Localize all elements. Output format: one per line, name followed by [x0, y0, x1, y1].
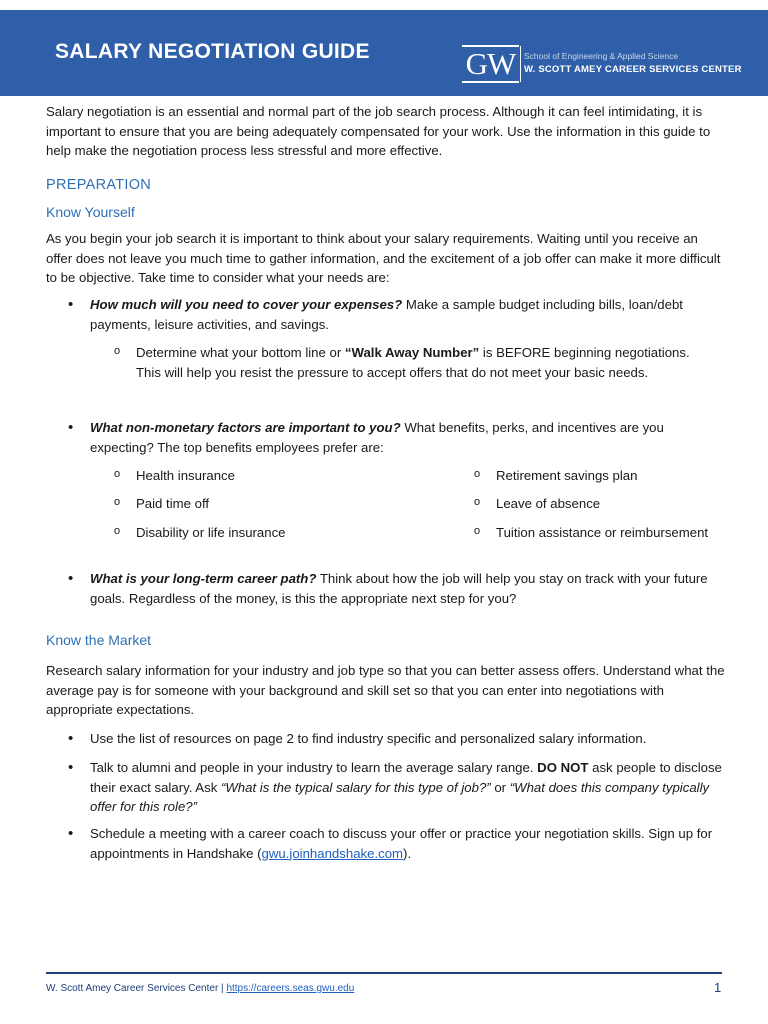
- footer-org: W. Scott Amey Career Services Center |: [46, 983, 227, 994]
- benefit-item: o Health insurance: [114, 466, 704, 486]
- intro-paragraph: Salary negotiation is an essential and normal part of the job search process. Although it can feel intimidating, it is important to ensure that you are being adequately compensated for your work. Use the information in this guide to help make the negotiation process less stressful and more effective.: [46, 104, 711, 158]
- bullet-text: ).: [403, 845, 412, 861]
- sub-bullet-text: is BEFORE beginning negotiations. This will help you resist the pressure to accept offers that do not meet your basic needs.: [136, 345, 690, 380]
- benefit-item: o Paid time off: [114, 494, 704, 514]
- list-item: [68, 824, 728, 863]
- logo-divider: [520, 46, 521, 82]
- bullet-text: ask people to disclose their exact salary. Ask: [90, 760, 722, 795]
- footer-divider: [46, 972, 722, 974]
- benefit-item: o Leave of absence: [474, 494, 734, 514]
- footer-url-link[interactable]: https://careers.seas.gwu.edu: [226, 983, 355, 994]
- subheading-know-the-market: Know the Market: [46, 632, 152, 648]
- benefit-item: o Disability or life insurance: [114, 523, 704, 543]
- list-item: [68, 569, 728, 608]
- list-item: [68, 295, 728, 334]
- sample-question: “What is the typical salary for this type of job?”: [220, 779, 491, 795]
- bullet-text: or: [490, 779, 510, 795]
- page-title: SALARY NEGOTIATION GUIDE: [55, 40, 370, 63]
- bullet-text: Think about how the job will help you stay on track with your future goals. Regardless of the money, is this the appropriate next step for you?: [90, 571, 708, 606]
- page-header: [0, 10, 768, 96]
- bullet-lead: What non-monetary factors are important to you?: [90, 420, 401, 435]
- bullet-lead: How much will you need to cover your expenses?: [90, 297, 403, 312]
- center-name: W. SCOTT AMEY CAREER SERVICES CENTER: [524, 64, 742, 75]
- handshake-link[interactable]: gwu.joinhandshake.com: [261, 845, 404, 861]
- bullet-text: What benefits, perks, and incentives are you expecting? The top benefits employees prefer are:: [90, 420, 664, 455]
- bullet-text: Make a sample budget including bills, loan/debt payments, leisure activities, and savings.: [90, 297, 683, 332]
- school-name: School of Engineering & Applied Science: [524, 51, 679, 61]
- benefit-item: o Retirement savings plan: [474, 466, 734, 486]
- know-yourself-paragraph: As you begin your job search it is important to think about your salary requirements. Waiting until you receive an offer does not leave you much time to gather information, and the excitement of a job offer can make it more difficult to be objective. Take time to consider what your needs are:: [46, 231, 721, 285]
- know-market-paragraph: Research salary information for your industry and job type so that you can better assess offers. Understand what the average pay is for someone with your background and skill set so that you can enter into negotiations with appropriate expectations.: [46, 663, 725, 717]
- list-item: [68, 418, 728, 457]
- bullet-text: Talk to alumni and people in your industry to learn the average salary range.: [90, 760, 538, 775]
- do-not-emphasis: DO NOT: [537, 760, 589, 775]
- list-item: • Use the list of resources on page 2 to find industry specific and personalized salary information.: [68, 729, 728, 749]
- bullet-lead: What is your long-term career path?: [90, 571, 317, 586]
- gw-logo: GW: [462, 45, 519, 83]
- section-heading-preparation: PREPARATION: [46, 177, 152, 193]
- footer: [46, 983, 354, 994]
- sample-question: “What does this company typically offer for this role?”: [90, 779, 710, 814]
- subheading-know-yourself: Know Yourself: [46, 204, 135, 220]
- sub-bullet-text: Determine what your bottom line or: [136, 345, 345, 360]
- bullet-text: Schedule a meeting with a career coach to discuss your offer or practice your negotiation skills. Sign up for appointments in Handshake (: [90, 826, 713, 861]
- page-number: 1: [714, 980, 722, 995]
- walk-away-number: “Walk Away Number”: [344, 345, 480, 360]
- list-item: [68, 758, 728, 817]
- benefit-item: o Tuition assistance or reimbursement: [474, 523, 734, 543]
- sub-list-item: [114, 343, 704, 382]
